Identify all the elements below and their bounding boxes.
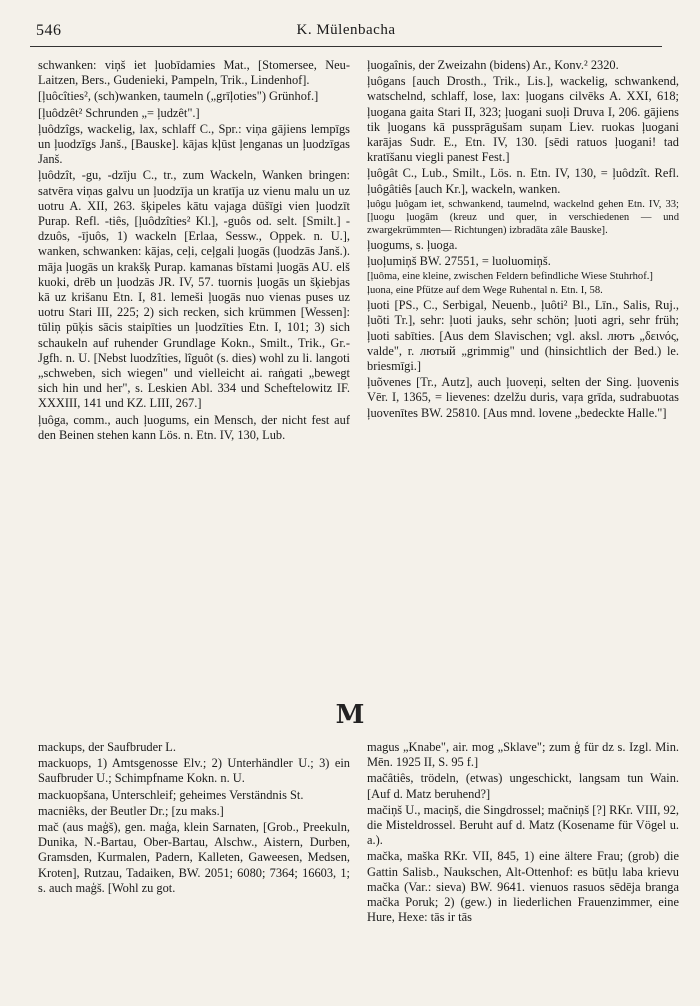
entry: ļuôgât C., Lub., Smilt., Lös. n. Etn. IV, 130, = ļuôdzît. Refl. ļuôgâtiês [auch Kr.], wackeln, wanken.	[367, 166, 679, 196]
entry: ļuõvenes [Tr., Autz], auch ļuoveņi, selten der Sing. ļuovenis Vēr. I, 1365, = lievenes: dzelžu duris, vaŗa grīda, sudrabuotas ļuovenītes BW. 25810. [Aus mnd. lovene „bedeckte Halle."]	[367, 375, 679, 420]
page-header	[30, 18, 662, 47]
entry: mačâtiês, trödeln, (etwas) ungeschickt, langsam tun Wain. [Auf d. Matz beruhend?]	[367, 771, 679, 801]
entry: ļuôgans [auch Drosth., Trik., Lis.], wackelig, schwankend, watschelnd, schlaff, lose, lax: ļuogans cilvēks A. XXI, 618; ļuogana gaita Stari II, 323; ļuogani suoļi Druva I, 206. gājiens tik ļuogans kā pussprāgušam suņam Liev. ruokas ļuogani karājas Sudr. E., Etn. IV, 130. [sēdi ratuos ļuogani! tad kratīšanu viegli panest Fest.]	[367, 74, 679, 165]
entry: ļuogaînis, der Zweizahn (bidens) Ar., Konv.² 2320.	[367, 58, 619, 72]
entry: ļuogums, s. ļuoga.	[367, 237, 458, 252]
entry: magus „Knabe", air. mog „Sklave"; zum ģ für dz s. Izgl. Min. Mēn. 1925 II, S. 95 f.]	[367, 740, 679, 770]
entry: ļuôga, comm., auch ļuogums, ein Mensch, der nicht fest auf den Beinen stehen kann Lös. n. Etn. IV, 130, Lub.	[38, 412, 350, 442]
column-bottom-right	[367, 740, 679, 926]
entry: ļuoļumiņš BW. 27551, = luoluomiņš.	[367, 254, 551, 269]
column-top-left	[38, 58, 350, 444]
entry: schwanken: viņš iet ļuobīdamies Mat., [Stomersee, Neu-Laitzen, Bers., Gudenieki, Pampeln, Trik., Lindenhof].	[38, 58, 350, 88]
entry: ļuoti [PS., C., Serbigal, Neuenb., ļuôti² Bl., Līn., Salis, Ruj., ļuõti Tr.], sehr: ļuoti jauks, sehr schön; ļuoti agri, sehr früh; ļuoti sabīties. [Aus dem Slavischen; vgl. aksl. лютъ „δεινός, valde", r. лютый „grimmig" und (hinsichtlich der Bed.) le. briesmīgi.]	[367, 298, 679, 374]
entry: ļuôgu ļuôgam iet, schwankend, taumelnd, wackelnd gehen Etn. IV, 33; [ļuogu ļuogām (kreuz und quer, in verschiedenen — und zwargekrümmten— Richtungen) izbradāta zâle Bauske].	[367, 198, 679, 236]
entry: mač (aus maģš), gen. maģa, klein Sarnaten, [Grob., Preekuln, Dunika, N.-Bartau, Ober-Bartau, Alschw., Aistern, Durben, Gramsden, Kurmalen, Padern, Kalleten, Gaweesen, Medsen, Kroten], Rutzau, Tadaiken, BW. 2051; 6080; 7364; 16603, 1; s. auch maģš. [Wohl zu got.	[38, 820, 350, 895]
entry: ļuôdzîgs, wackelig, lax, schlaff C., Spr.: viņa gājiens lempīgs un ļuodzīgs Janš., [Bauske]. kājas kļūst ļenganas un ļuodzīgas Janš.	[38, 121, 350, 167]
entry: ļuona, eine Pfütze auf dem Wege Ruhental n. Etn. I, 58.	[367, 285, 603, 297]
column-top-right	[367, 58, 679, 422]
column-bottom-left	[38, 740, 350, 897]
entry: mačka, maška RKr. VII, 845, 1) eine ältere Frau; (grob) die Gattin Salisb., Naukschen, Alt-Ottenhof: es būtļu laba krievu mačka (Var.: sieva) BW. 9641. vienuos rasuos sēdēja branga mačka Poruk; 2) (gew.) in liederlichen Frauenzimmer, eine Hure, Hexe: tās ir tās	[367, 849, 679, 925]
entry: macniêks, der Beutler Dr.; [zu maks.]	[38, 803, 224, 818]
running-title: K. Mülenbacha	[296, 22, 396, 38]
section-letter: M	[335, 700, 365, 730]
entry: ļuôdzît, -gu, -dzīju C., tr., zum Wackeln, Wanken bringen: satvēra viņas galvu un ļuodzīja un kratīja uz vienu malu un uz uotru A. XII, 263. šķipeles kātu vajaga dūšīgi vien ļuodzīt Purap. Refl. -tiês, [ļuôdzîties² Kl.], -guôs od. selt. [Smilt.] -dzuôs, -ījuôs, 1) wackeln [Erlaa, Sessw., Oppek. n. U.], wanken, schwanken: kājas, ceļi, ceļgali ļuogās (ļuodzās Janš.). māja ļuogās un krakšķ Purap. kamanas bīstami ļuogās AU. elš kuoki, drēb un ļuodzās JR. IV, 57. tuornis ļuogās un šķiebjas kā uz krišanu Etn. I, 81. lemeši ļuogās nuo vienas puses uz uotru Stari III, 225; 2) sich recken, sich krümmen [Wessen]: tūliņ pūķis sācis staipīties un ļuodzīties Etn. I, 101; 3) sich schaukeln auf ruhender Grundlage Kokn., Smilt., Trik., Gr.-Jgfh. n. U. [Nebst luodzîties, lîguôt (s. dies) wohl zu li. langoti „schweben, sich wiegen" und vielleicht ai. raṅgati „bewegt sich hin und her", s. Leskien Abl. 334 und Scheftelowitz IF. XXXIII, 141 und KZ. LIII, 267.]	[38, 168, 350, 411]
entry: [ļuôcîties², (sch)wanken, taumeln („grīļoties") Grünhof.]	[38, 89, 319, 104]
entry: mackups, der Saufbruder L.	[38, 740, 176, 754]
entry: [ļuôma, eine kleine, zwischen Feldern befindliche Wiese Stuhrhof.]	[367, 271, 653, 283]
entry: mackuops, 1) Amtsgenosse Elv.; 2) Unterhändler U.; 3) ein Saufbruder U.; Schimpfname Kokn. n. U.	[38, 756, 350, 786]
entry: [ļuôdzêt² Schrunden „= ļudzêt".]	[38, 105, 200, 120]
entry: mackuopšana, Unterschleif; geheimes Verständnis St.	[38, 787, 304, 802]
entry: mačiņš U., maciņš, die Singdrossel; mačniņš [?] RKr. VIII, 92, die Misteldrossel. Beruht auf d. Matz (Kosename für Vögel u. a.).	[367, 802, 679, 848]
page-number: 546	[36, 22, 62, 39]
